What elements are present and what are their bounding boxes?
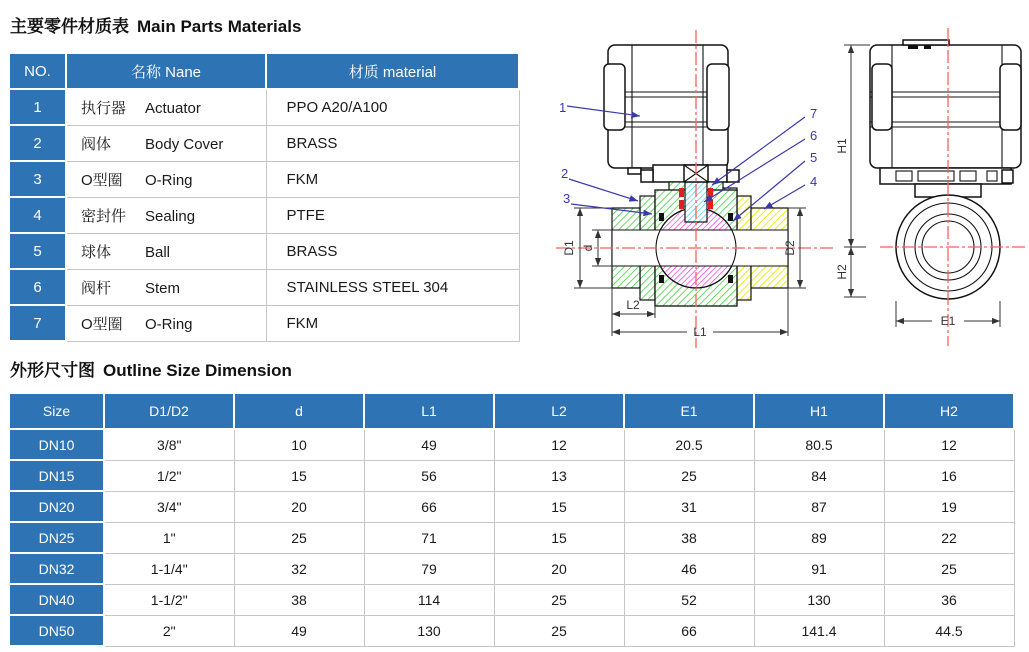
materials-title-zh: 主要零件材质表 (10, 17, 129, 36)
materials-row (9, 233, 519, 269)
dim-value-cell: 3/8" (104, 429, 234, 460)
part-no-cell: 5 (9, 233, 66, 269)
size-row (9, 491, 1014, 522)
dim-value-cell: 32 (234, 553, 364, 584)
materials-header-name: 名称 Nane (66, 53, 266, 89)
callout-1: 1 (559, 100, 567, 115)
dim-value-cell: 20 (234, 491, 364, 522)
size-table-body (9, 429, 1014, 646)
part-material-cell: PTFE (266, 197, 519, 233)
dim-value-cell: 20.5 (624, 429, 754, 460)
dim-value-cell: 66 (624, 615, 754, 646)
dim-value-cell: 1" (104, 522, 234, 553)
dim-value-cell: 2" (104, 615, 234, 646)
dim-value-cell: 80.5 (754, 429, 884, 460)
callout-5: 5 (810, 150, 818, 165)
size-header-e1: E1 (624, 393, 754, 429)
dimensions-title-en: Outline Size Dimension (103, 361, 292, 380)
size-name-cell: DN32 (9, 553, 104, 584)
part-name-zh: 球体 (81, 243, 112, 261)
valve-technical-drawing (540, 18, 1029, 352)
size-row (9, 615, 1014, 646)
valve-drawing-svg (540, 18, 1029, 352)
part-no-cell: 3 (9, 161, 66, 197)
dim-value-cell: 114 (364, 584, 494, 615)
materials-table-body (9, 89, 519, 341)
size-header-l2: L2 (494, 393, 624, 429)
materials-header-row (9, 53, 519, 89)
dim-value-cell: 15 (234, 460, 364, 491)
stem-oring (708, 188, 713, 197)
materials-section-title (10, 12, 301, 37)
dim-value-cell: 52 (624, 584, 754, 615)
dim-value-cell: 3/4" (104, 491, 234, 522)
dim-value-cell: 141.4 (754, 615, 884, 646)
part-name-zh: 执行器 (81, 99, 127, 117)
size-name-cell: DN15 (9, 460, 104, 491)
callout-7: 7 (810, 106, 818, 121)
part-no-cell: 2 (9, 125, 66, 161)
materials-row (9, 305, 519, 341)
materials-row (9, 125, 519, 161)
dim-value-cell: 49 (364, 429, 494, 460)
seat-ring (659, 275, 664, 283)
bracket-side (880, 168, 1013, 197)
part-name-cell (66, 269, 266, 305)
materials-row (9, 197, 519, 233)
dim-value-cell: 1-1/4" (104, 553, 234, 584)
size-header-l1: L1 (364, 393, 494, 429)
dimensions-title-zh: 外形尺寸图 (10, 361, 95, 380)
size-header-d1d2: D1/D2 (104, 393, 234, 429)
dim-value-cell: 87 (754, 491, 884, 522)
dim-value-cell: 31 (624, 491, 754, 522)
dim-value-cell: 25 (884, 553, 1014, 584)
part-name-en: O-Ring (145, 171, 193, 189)
part-no-cell: 4 (9, 197, 66, 233)
actuator-ear-left-side (872, 64, 892, 130)
part-material-cell: PPO A20/A100 (266, 89, 519, 125)
dim-value-cell: 15 (494, 522, 624, 553)
part-name-zh: 阀体 (81, 135, 112, 153)
size-header-d: d (234, 393, 364, 429)
part-name-zh: O型圈 (81, 315, 123, 333)
part-name-cell (66, 197, 266, 233)
dim-label-d2: D2 (783, 240, 797, 256)
materials-table (8, 52, 520, 342)
dim-label-h2: H2 (835, 264, 849, 280)
part-material-cell: STAINLESS STEEL 304 (266, 269, 519, 305)
size-row (9, 460, 1014, 491)
size-name-cell: DN20 (9, 491, 104, 522)
size-header-h1: H1 (754, 393, 884, 429)
dim-value-cell: 25 (624, 460, 754, 491)
part-material-cell: FKM (266, 161, 519, 197)
dim-value-cell: 91 (754, 553, 884, 584)
dim-value-cell: 19 (884, 491, 1014, 522)
size-row (9, 584, 1014, 615)
callout-2: 2 (561, 166, 569, 181)
dim-value-cell: 15 (494, 491, 624, 522)
dim-label-h1: H1 (835, 138, 849, 154)
part-material-cell: FKM (266, 305, 519, 341)
stem-oring (708, 200, 713, 209)
dim-value-cell: 20 (494, 553, 624, 584)
dim-value-cell: 66 (364, 491, 494, 522)
part-material-cell: BRASS (266, 233, 519, 269)
materials-row (9, 269, 519, 305)
part-name-en: Body Cover (145, 135, 224, 153)
stem-oring (679, 200, 684, 209)
dim-value-cell: 10 (234, 429, 364, 460)
dim-value-cell: 36 (884, 584, 1014, 615)
part-name-cell (66, 161, 266, 197)
actuator-ear-right (707, 64, 729, 130)
size-name-cell: DN10 (9, 429, 104, 460)
dim-value-cell: 25 (494, 615, 624, 646)
side-view (835, 28, 1028, 346)
part-name-en: Stem (145, 279, 181, 297)
actuator-ear-right-side (1000, 64, 1021, 130)
materials-header-no: NO. (9, 53, 66, 89)
dim-value-cell: 1/2" (104, 460, 234, 491)
dim-label-d: d (581, 244, 595, 252)
part-name-en: Actuator (145, 99, 201, 117)
dim-value-cell: 25 (234, 522, 364, 553)
part-material-cell: BRASS (266, 125, 519, 161)
seat-ring (659, 213, 664, 221)
dim-value-cell: 79 (364, 553, 494, 584)
dim-value-cell: 22 (884, 522, 1014, 553)
part-name-zh: O型圈 (81, 171, 123, 189)
dim-value-cell: 1-1/2" (104, 584, 234, 615)
dim-value-cell: 16 (884, 460, 1014, 491)
dim-value-cell: 84 (754, 460, 884, 491)
actuator-connector (924, 45, 931, 49)
actuator-ear-left (604, 64, 625, 130)
dim-value-cell: 25 (494, 584, 624, 615)
dim-value-cell: 38 (624, 522, 754, 553)
dim-value-cell: 13 (494, 460, 624, 491)
dim-label-e1: E1 (940, 314, 956, 328)
part-no-cell: 1 (9, 89, 66, 125)
dim-value-cell: 46 (624, 553, 754, 584)
dim-value-cell: 38 (234, 584, 364, 615)
dim-value-cell: 44.5 (884, 615, 1014, 646)
size-table (8, 392, 1015, 647)
materials-row (9, 89, 519, 125)
part-no-cell: 6 (9, 269, 66, 305)
front-view (556, 30, 836, 348)
dim-value-cell: 130 (364, 615, 494, 646)
size-row (9, 553, 1014, 584)
size-row (9, 429, 1014, 460)
dim-value-cell: 49 (234, 615, 364, 646)
dim-label-l2: L2 (626, 298, 640, 312)
dim-value-cell: 89 (754, 522, 884, 553)
callout-3: 3 (563, 191, 571, 206)
size-name-cell: DN50 (9, 615, 104, 646)
size-header-row (9, 393, 1014, 429)
dim-label-d1: D1 (562, 240, 576, 256)
callout-6: 6 (810, 128, 818, 143)
size-header-h2: H2 (884, 393, 1014, 429)
dim-value-cell: 12 (494, 429, 624, 460)
size-name-cell: DN40 (9, 584, 104, 615)
dimensions-section-title (10, 356, 292, 381)
part-name-zh: 密封件 (81, 207, 127, 225)
actuator-side (870, 40, 1021, 168)
dim-value-cell: 56 (364, 460, 494, 491)
dim-value-cell: 12 (884, 429, 1014, 460)
dim-value-cell: 71 (364, 522, 494, 553)
callout-4: 4 (810, 174, 818, 189)
materials-row (9, 161, 519, 197)
dim-value-cell: 130 (754, 584, 884, 615)
size-name-cell: DN25 (9, 522, 104, 553)
part-name-cell (66, 125, 266, 161)
stem-oring (679, 188, 684, 197)
materials-header-material: 材质 material (266, 53, 519, 89)
part-name-en: O-Ring (145, 315, 193, 333)
part-name-cell (66, 233, 266, 269)
seat-ring (728, 275, 733, 283)
part-name-cell (66, 89, 266, 125)
size-row (9, 522, 1014, 553)
part-name-zh: 阀杆 (81, 279, 112, 297)
actuator-connector (908, 45, 918, 49)
part-no-cell: 7 (9, 305, 66, 341)
part-name-en: Sealing (145, 207, 196, 225)
actuator-front (604, 45, 729, 174)
dim-label-l1: L1 (693, 325, 707, 339)
part-name-en: Ball (145, 243, 171, 261)
size-header-size: Size (9, 393, 104, 429)
seat-ring (728, 213, 733, 221)
part-name-cell (66, 305, 266, 341)
materials-title-en: Main Parts Materials (137, 17, 302, 36)
